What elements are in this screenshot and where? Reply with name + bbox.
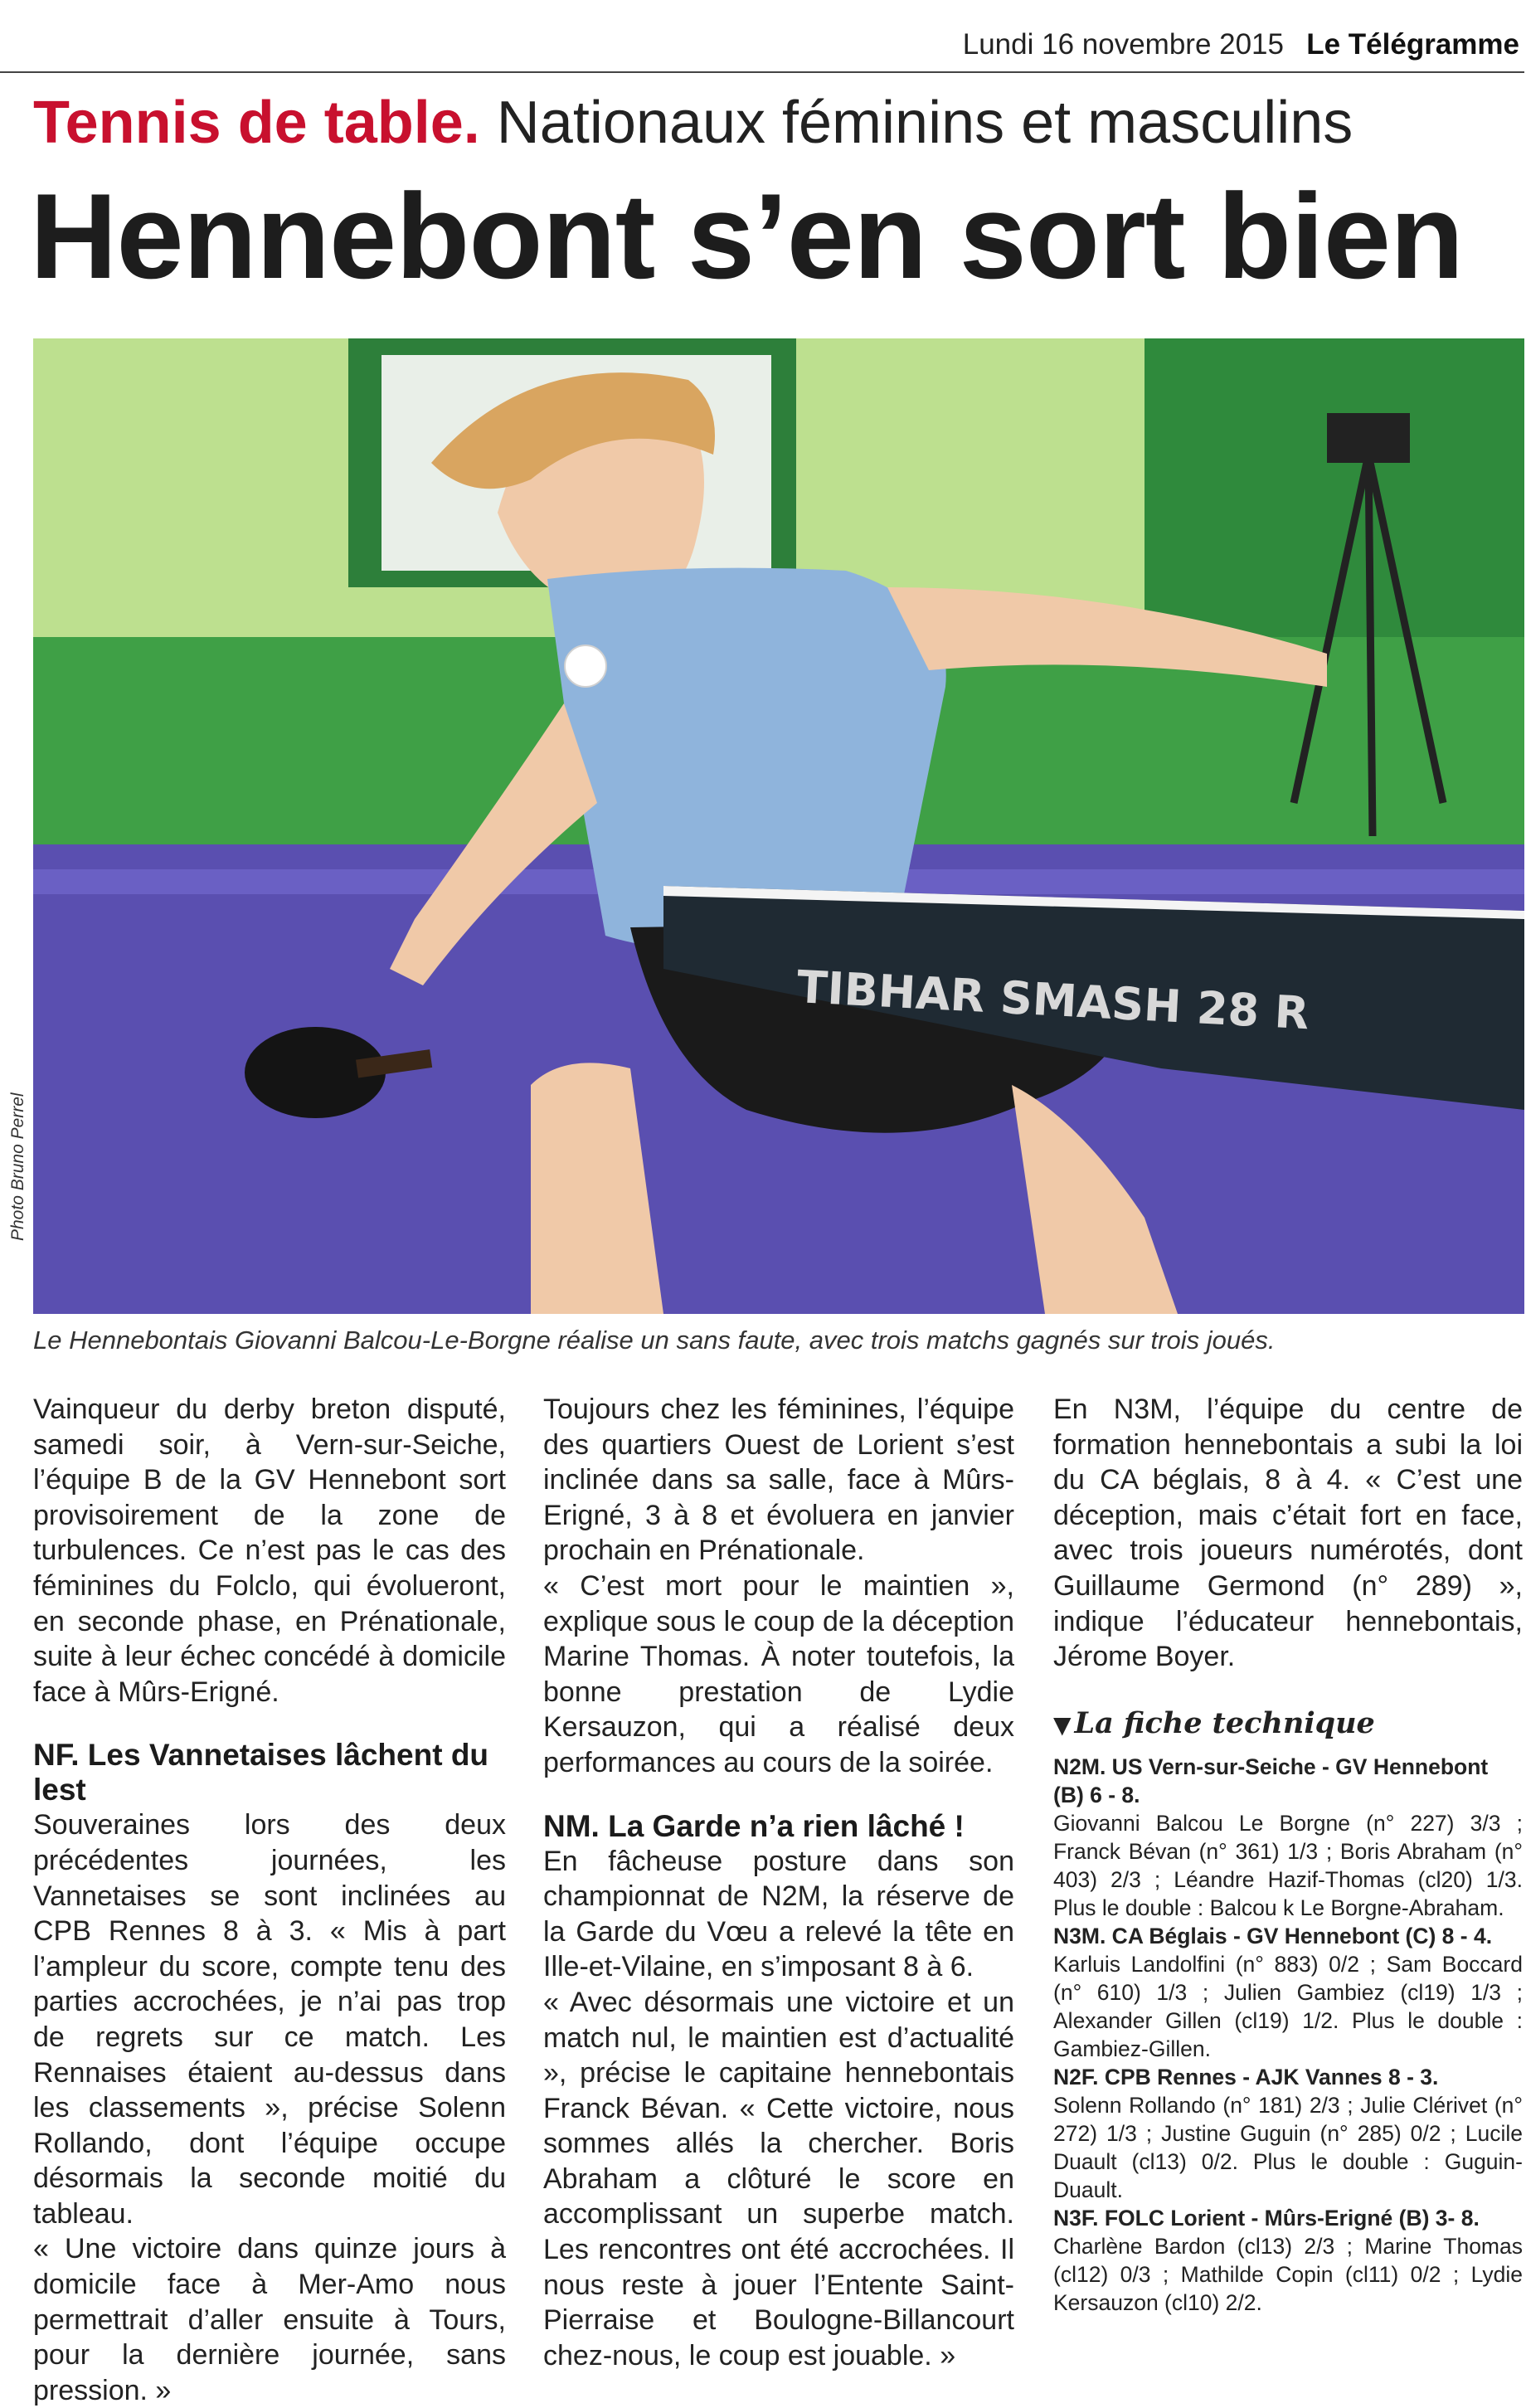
n3m-paragraph: En N3M, l’équipe du centre de formation hennebontais a subi la loi du CA béglais, 8 à 4. « C’est une déception, mais c’était fort en face, avec trois joueurs numérotés, dont Guillaume Germond (n° 289) », indique l’éducateur hennebontais, Jérome Boyer. [1053, 1394, 1523, 1673]
nm-paragraph: En fâcheuse posture dans son championnat de N2M, la réserve de la Garde du Vœu a relevé la tête en Ille-et-Vilaine, en s’imposant 8 à 6. [543, 1845, 1014, 1983]
bevan-quote-paragraph: « Avec désormais une victoire et un match nul, le maintien est d’actualité », précise le capitaine hennebontais Franck Bévan. « Cette victoire, nous sommes allés la chercher. Boris Abraham a clôturé le score en accomplissant un superbe match. Les rencontres ont été accrochées. Il nous reste à jouer l’Entente Saint-Pierraise et Boulogne-Billancourt chez-nous, le coup est jouable. » [543, 1986, 1014, 2372]
kicker-subtitle: Nationaux féminins et masculins [496, 90, 1353, 156]
match-heading: N2F. CPB Rennes - AJK Vannes 8 - 3. [1053, 2065, 1439, 2090]
column-2 [543, 1392, 1014, 2373]
match-details: Solenn Rollando (n° 181) 2/3 ; Julie Clérivet (n° 272) 1/3 ; Justine Guguin (n° 285) 0/2 ; Lucile Duault (cl13) 0/2. Plus le double : Guguin-Duault. [1053, 2093, 1523, 2203]
section-rubric: Tennis de table. [33, 90, 480, 156]
match-details: Karluis Landolfini (n° 883) 0/2 ; Sam Boccard (n° 610) 1/3 ; Julien Gambiez (cl19) 1/3 ; Alexander Gillen (cl19) 1/2. Plus le double : Gambiez-Gillen. [1053, 1952, 1523, 2062]
table-brand-print: TIBHAR SMASH 28 R [795, 961, 1311, 1040]
photo-caption: Le Hennebontais Giovanni Balcou-Le-Borgne réalise un sans faute, avec trois matchs gagnés sur trois joués. [33, 1326, 1276, 1355]
intro-paragraph: Vainqueur du derby breton disputé, samedi soir, à Vern-sur-Seiche, l’équipe B de la GV Hennebont sort provisoirement de la zone de turbulences. Ce n’est pas le cas des féminines du Folclo, qui évolueront, en seconde phase, en Prénationale, suite à leur échec concédé à domicile face à Mûrs-Erigné. [33, 1394, 506, 1708]
page-header [0, 28, 1524, 73]
issue-date: Lundi 16 novembre 2015 [962, 28, 1284, 61]
fiche-technique [1053, 1753, 1523, 2317]
column-3 [1053, 1392, 1523, 2317]
article-photo [33, 338, 1524, 1314]
headline: Hennebont s’en sort bien [30, 168, 1464, 304]
match-heading: N3F. FOLC Lorient - Mûrs-Erigné (B) 3- 8. [1053, 2206, 1480, 2231]
match-details: Giovanni Balcou Le Borgne (n° 227) 3/3 ; Franck Bévan (n° 361) 1/3 ; Boris Abraham (n° 403) 2/3 ; Léandre Hazif-Thomas (cl20) 1/3. Plus le double : Balcou k Le Borgne-Abraham. [1053, 1811, 1523, 1921]
article-kicker [33, 90, 1353, 156]
thomas-quote-paragraph: « C’est mort pour le maintien », explique sous le coup de la déception Marine Thomas. À noter toutefois, la bonne prestation de Lydie Kersauzon, qui a réalisé deux performances au cours de la soirée. [543, 1569, 1014, 1778]
folclo-paragraph: Toujours chez les féminines, l’équipe des quartiers Ouest de Lorient s’est inclinée dans sa salle, face à Mûrs-Erigné, 3 à 8 et évoluera en janvier prochain en Prénationale. [543, 1394, 1014, 1567]
newspaper-name: Le Télégramme [1306, 28, 1519, 61]
match-heading: N2M. US Vern-sur-Seiche - GV Hennebont (B) 6 - 8. [1053, 1754, 1489, 1808]
match-details: Charlène Bardon (cl13) 2/3 ; Marine Thomas (cl12) 0/3 ; Mathilde Copin (cl11) 0/2 ; Lydie Kersauzon (cl10) 2/2. [1053, 2234, 1523, 2316]
match-heading: N3M. CA Béglais - GV Hennebont (C) 8 - 4. [1053, 1924, 1493, 1949]
fiche-technique-title: ▼ La fiche technique [1053, 1705, 1375, 1740]
nf-quote-paragraph: « Une victoire dans quinze jours à domicile face à Mer-Amo nous permettrait d’aller ensuite à Tours, pour la dernière journée, sans pression. » [33, 2233, 506, 2406]
nf-subheading: NF. Les Vannetaises lâchent du lest [33, 1738, 489, 1807]
triangle-down-icon: ▼ [1053, 1710, 1072, 1739]
column-1 [33, 1392, 506, 2408]
nm-subheading: NM. La Garde n’a rien lâché ! [543, 1808, 965, 1843]
photo-credit: Photo Bruno Perrel [8, 1092, 27, 1241]
nf-paragraph: Souveraines lors des deux précédentes journées, les Vannetaises se sont inclinées au CPB Rennes 8 à 3. « Mis à part l’ampleur du score, compte tenu des parties accrochées, je n’ai pas trop de regrets sur ce match. Les Rennaises étaient au-dessus dans les classements », précise Solenn Rollando, dont l’équipe occupe désormais la seconde moitié du tableau. [33, 1809, 506, 2230]
